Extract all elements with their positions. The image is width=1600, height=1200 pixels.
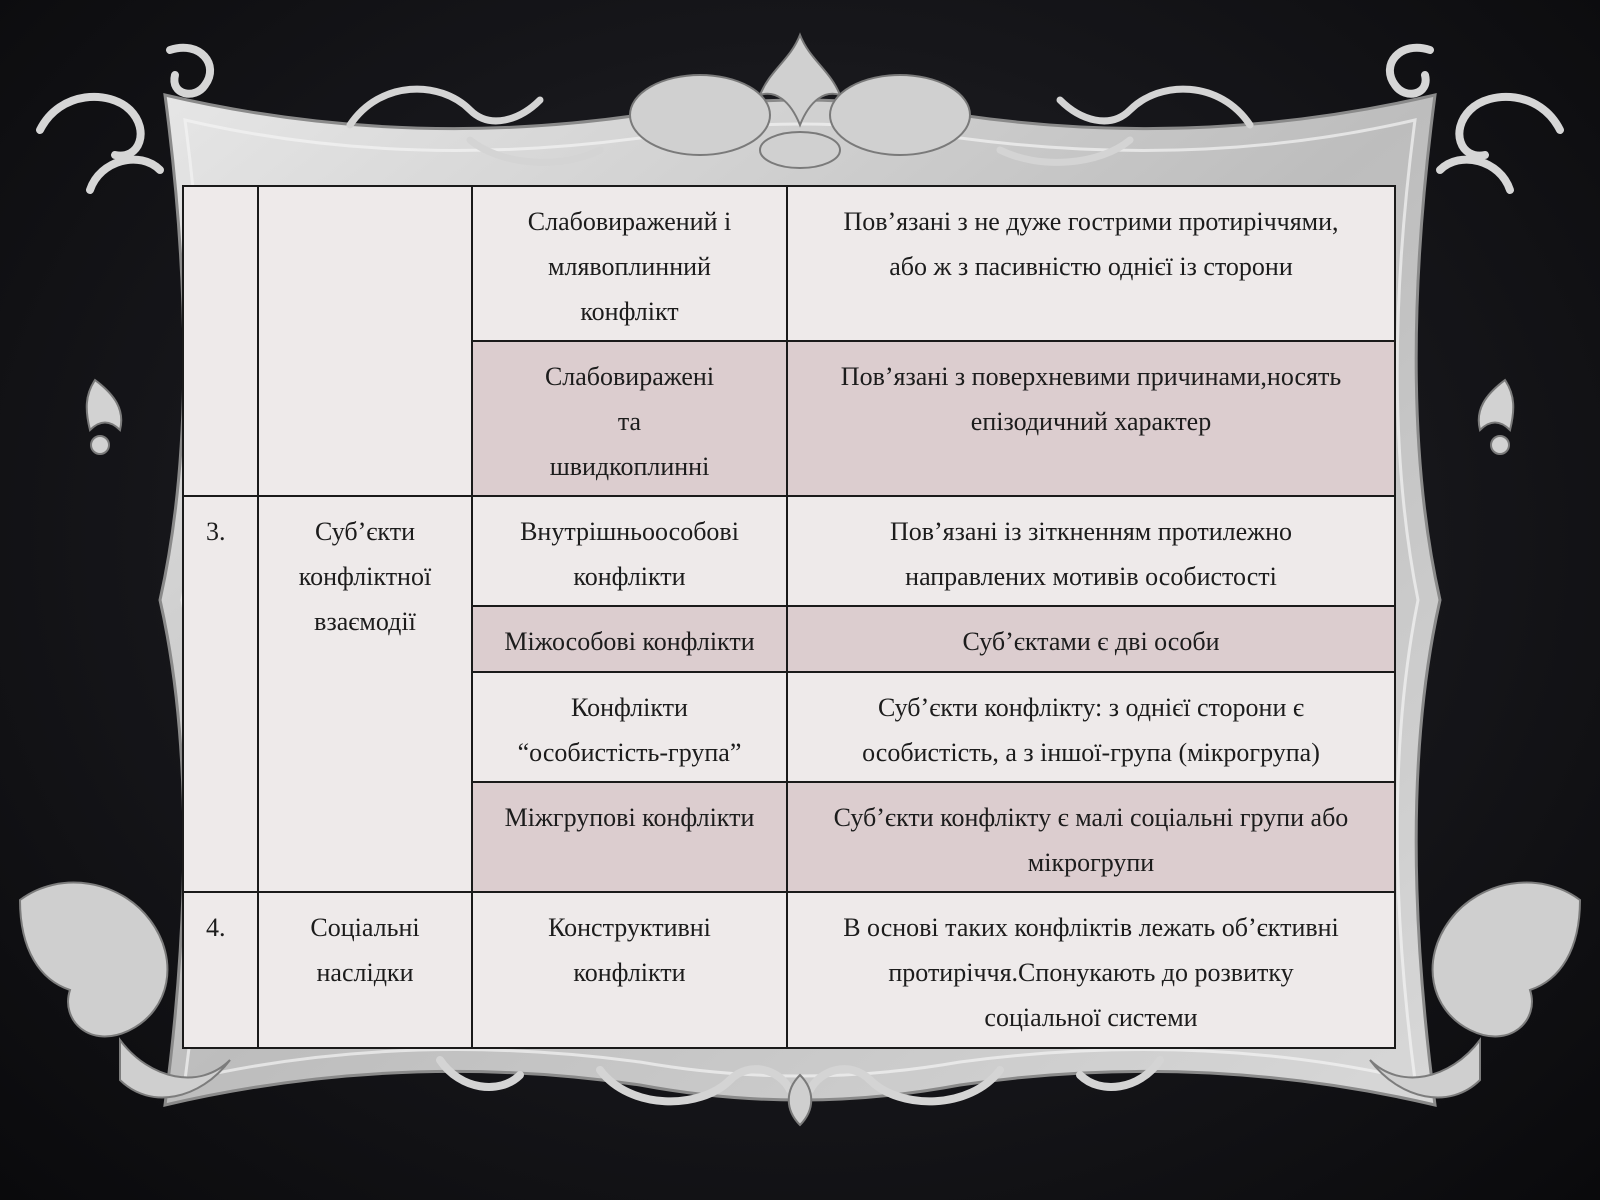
criterion-cell (258, 892, 472, 1048)
description-cell (787, 782, 1395, 892)
text-line: соціальної системи (984, 1003, 1198, 1032)
text-line: Суб’єкти (315, 517, 415, 546)
conflict-classification-table (182, 185, 1396, 1049)
description-cell (787, 672, 1395, 782)
text-line: взаємодії (314, 607, 416, 636)
side-ornament-left (87, 380, 122, 454)
row-number-text: 3. (206, 517, 226, 546)
conflict-type-cell (472, 606, 787, 672)
criterion-cell-empty (258, 186, 472, 496)
text-line: наслідки (316, 958, 414, 987)
text-line: млявоплинний (548, 252, 711, 281)
text-line: Слабовиражений і (527, 207, 732, 236)
text-line: конфлікти (573, 562, 686, 591)
text-line: Внутрішньоособові (520, 517, 739, 546)
text-line: направлених мотивів особистості (905, 562, 1277, 591)
text-line: Соціальні (310, 913, 420, 942)
text-line: мікрогрупи (1027, 848, 1155, 877)
text-line: Міжгрупові конфлікти (504, 803, 755, 832)
side-ornament-right (1479, 380, 1514, 454)
row-number (183, 892, 258, 1048)
table-row (183, 892, 1395, 1048)
text-line: та (617, 407, 642, 436)
text-line: Пов’язані з поверхневими причинами,носять (840, 362, 1342, 391)
table-row (183, 496, 1395, 606)
table-row (183, 186, 1395, 341)
description-cell (787, 341, 1395, 496)
text-line: швидкоплинні (549, 452, 710, 481)
top-crest-ornament (630, 35, 970, 168)
text-line: конфлікт (580, 297, 679, 326)
conflict-type-cell (472, 782, 787, 892)
row-number-text: 4. (206, 913, 226, 942)
text-line: протиріччя.Спонукають до розвитку (888, 958, 1294, 987)
row-number (183, 496, 258, 892)
text-line: Міжособові конфлікти (504, 627, 755, 656)
description-cell (787, 496, 1395, 606)
text-line: Суб’єктами є дві особи (962, 627, 1220, 656)
text-line: або ж з пасивністю однієї із сторони (889, 252, 1293, 281)
conflict-type-cell (472, 892, 787, 1048)
conflict-type-cell (472, 496, 787, 606)
text-line: епізодичний характер (970, 407, 1212, 436)
text-line: Пов’язані з не дуже гострими протиріччями, (843, 207, 1339, 236)
criterion-cell (258, 496, 472, 892)
text-line: особистість, а з іншої-група (мікрогрупа) (862, 738, 1320, 767)
description-cell (787, 186, 1395, 341)
conflict-type-cell (472, 672, 787, 782)
number-cell-empty (183, 186, 258, 496)
text-line: В основі таких конфліктів лежать об’єктивні (843, 913, 1339, 942)
text-line: конфлікти (573, 958, 686, 987)
description-cell (787, 892, 1395, 1048)
conflict-type-cell (472, 341, 787, 496)
text-line: Конструктивні (548, 913, 711, 942)
text-line: Слабовиражені (544, 362, 715, 391)
text-line: “особистість-група” (517, 738, 742, 767)
conflict-type-cell (472, 186, 787, 341)
text-line: Суб’єкти конфлікту є малі соціальні групи або (833, 803, 1349, 832)
text-line: Конфлікти (571, 693, 688, 722)
text-line: конфліктної (298, 562, 432, 591)
text-line: Суб’єкти конфлікту: з однієї сторони є (877, 693, 1305, 722)
text-line: Пов’язані із зіткненням протилежно (889, 517, 1293, 546)
description-cell (787, 606, 1395, 672)
